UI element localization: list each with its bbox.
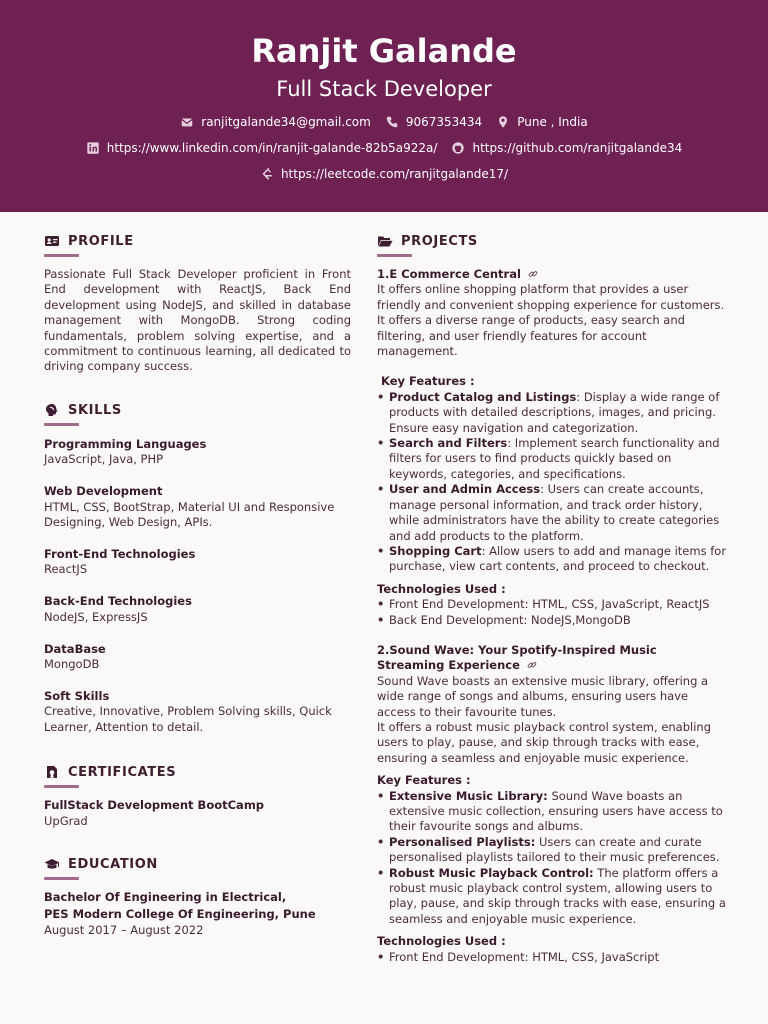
leetcode-link[interactable] xyxy=(260,166,508,182)
brain-icon xyxy=(44,402,60,418)
link-icon[interactable] xyxy=(528,269,538,279)
feature-separator: : xyxy=(507,436,515,451)
feature-separator: : xyxy=(540,482,548,497)
certificates-heading-rule xyxy=(44,785,79,788)
skill-group xyxy=(44,484,354,530)
project-description: It offers a diverse range of products, easy search and filtering, and user friendly features for account management. xyxy=(377,313,685,359)
education-dates: August 2017 – August 2022 xyxy=(44,923,204,937)
feature-name: Extensive Music Library: xyxy=(389,788,548,803)
resume-header xyxy=(0,0,768,212)
education-heading-text: EDUCATION xyxy=(68,856,158,872)
project-entry xyxy=(377,643,727,965)
technologies-label: Technologies Used : xyxy=(377,934,506,949)
skill-group-title: Back-End Technologies xyxy=(44,594,192,609)
education-heading-rule xyxy=(44,877,79,880)
feature-name: Robust Music Playback Control: xyxy=(389,865,594,880)
contact-row-2 xyxy=(0,140,768,156)
features-label: Key Features : xyxy=(377,773,471,788)
feature-text: Allow users to add and manage items for purchase, view cart contents, and proceed to checkout. xyxy=(389,543,727,574)
skill-group xyxy=(44,547,354,577)
contact-row-3 xyxy=(0,166,768,182)
feature-separator: : xyxy=(576,389,584,404)
certificates-heading-text: CERTIFICATES xyxy=(68,764,177,780)
feature-item xyxy=(377,390,727,436)
linkedin-link[interactable] xyxy=(86,140,438,156)
job-title: Full Stack Developer xyxy=(276,77,492,101)
skill-group xyxy=(44,594,354,624)
folder-open-icon xyxy=(377,233,393,249)
project-title: 1.E Commerce Central xyxy=(377,267,521,281)
github-url: https://github.com/ranjitgalande34 xyxy=(472,141,683,155)
education-degree: Bachelor Of Engineering in Electrical, xyxy=(44,890,287,904)
github-link[interactable] xyxy=(451,140,682,156)
certificate-title: FullStack Development BootCamp xyxy=(44,798,265,812)
projects-heading xyxy=(377,233,478,249)
project-description: It offers online shopping platform that provides a user friendly and convenient shopping experience for customers. xyxy=(377,282,725,312)
project-title: 2.Sound Wave: Your Spotify-Inspired Music Streaming Experience xyxy=(377,642,657,673)
skills-list xyxy=(44,437,354,749)
candidate-name: Ranjit Galande xyxy=(251,32,517,70)
feature-name: User and Admin Access xyxy=(389,482,541,497)
skill-group-title: DataBase xyxy=(44,641,106,656)
education-heading xyxy=(44,856,158,872)
linkedin-icon xyxy=(86,141,100,155)
phone-icon xyxy=(385,115,399,129)
projects-heading-rule xyxy=(377,254,412,257)
id-card-icon xyxy=(44,233,60,249)
projects-heading-text: PROJECTS xyxy=(401,233,478,249)
skill-group-title: Web Development xyxy=(44,484,163,499)
skill-group-value: HTML, CSS, BootStrap, Material UI and Responsive Designing, Web Design, APIs. xyxy=(44,499,335,529)
feature-name: Product Catalog and Listings xyxy=(389,389,577,404)
education-entry xyxy=(44,889,354,939)
skill-group-title: Soft Skills xyxy=(44,689,110,704)
skill-group xyxy=(44,642,354,672)
skills-heading-text: SKILLS xyxy=(68,402,122,418)
feature-text: Sound Wave boasts an extensive music collection, ensuring users have access to their favourite songs and albums. xyxy=(389,788,723,834)
feature-item xyxy=(377,866,727,928)
technologies-list xyxy=(377,950,727,965)
technology-item: • Front End Development: HTML, CSS, JavaScript, ReactJS xyxy=(377,597,727,612)
email-contact[interactable] xyxy=(180,114,371,130)
skill-group-title: Programming Languages xyxy=(44,437,207,451)
contact-row-1 xyxy=(0,114,768,130)
feature-name: Personalised Playlists: xyxy=(389,834,536,849)
project-description: Sound Wave boasts an extensive music library, offering a wide range of songs and albums, ensuring users have access to their favourite tunes. xyxy=(377,673,709,719)
feature-separator: : xyxy=(481,543,490,558)
skill-group-title: Front-End Technologies xyxy=(44,547,196,562)
project-title-row[interactable] xyxy=(377,267,727,282)
education-college: PES Modern College Of Engineering, Pune xyxy=(44,906,316,921)
leetcode-url: https://leetcode.com/ranjitgalande17/ xyxy=(280,167,509,181)
projects-list xyxy=(377,267,727,965)
feature-text: Users can create accounts, manage personal information, and track order history, while administrators have the ability to create categories and add products to the platform. xyxy=(389,482,720,543)
profile-heading xyxy=(44,233,134,249)
skill-group xyxy=(44,689,354,735)
feature-item xyxy=(377,835,727,866)
technology-item: • Back End Development: NodeJS,MongoDB xyxy=(377,613,727,628)
certificate-issuer: UpGrad xyxy=(44,814,88,828)
skill-group-value: NodeJS, ExpressJS xyxy=(44,609,148,624)
project-description: It offers a robust music playback control system, enabling users to play, pause, and skip through tracks with ease, ensuring a seamless and enjoyable music experience. xyxy=(377,719,712,765)
technology-item: • Front End Development: HTML, CSS, JavaScript xyxy=(377,950,727,965)
skill-group-value: Creative, Innovative, Problem Solving skills, Quick Learner, Attention to detail. xyxy=(44,704,332,734)
leetcode-icon xyxy=(260,167,274,181)
github-icon xyxy=(451,141,465,155)
project-title-row[interactable] xyxy=(377,643,727,674)
linkedin-url: https://www.linkedin.com/in/ranjit-galande-82b5a922a/ xyxy=(106,141,438,155)
link-icon[interactable] xyxy=(527,660,537,670)
feature-text: The platform offers a robust music playback control system, allowing users to play, pause, and skip through tracks with ease, ensuring a seamless and enjoyable music experience. xyxy=(389,865,726,926)
profile-summary: Passionate Full Stack Developer proficient in Front End development with ReactJS, Back End development using NodeJS, and skilled in database management with MongoDB. Strong coding fundamentals, problem solving expertise, and a commitment to continuous learning, all dedicated to driving company success. xyxy=(44,267,351,374)
graduation-cap-icon xyxy=(44,856,60,872)
features-list xyxy=(377,390,727,575)
skill-group-value: MongoDB xyxy=(44,657,100,672)
certificates-heading xyxy=(44,764,176,780)
feature-text: Implement search functionality and filters for users to find products quickly based on keywords, categories, and specifications. xyxy=(389,436,720,481)
skill-group xyxy=(44,437,354,467)
profile-heading-text: PROFILE xyxy=(68,233,134,249)
features-list xyxy=(377,789,727,928)
profile-heading-rule xyxy=(44,254,79,257)
project-entry xyxy=(377,267,727,628)
envelope-icon xyxy=(180,115,194,129)
technologies-list xyxy=(377,597,727,628)
feature-text: Users can create and curate personalised playlists tailored to their music preferences. xyxy=(389,834,720,865)
feature-item xyxy=(377,436,727,482)
location-pin-icon xyxy=(496,115,510,129)
location-text: Pune , India xyxy=(517,115,588,129)
technologies-label: Technologies Used : xyxy=(377,581,506,596)
features-label: Key Features : xyxy=(381,374,475,389)
skills-heading-rule xyxy=(44,423,79,426)
feature-text: Display a wide range of products with detailed descriptions, images, and pricing. Ensure easy navigation and categorization. xyxy=(389,389,720,435)
skill-group-value: JavaScript, Java, PHP xyxy=(44,452,164,467)
certificate-icon xyxy=(44,764,60,780)
feature-item xyxy=(377,789,727,835)
feature-item xyxy=(377,482,727,544)
skill-group-value: ReactJS xyxy=(44,562,88,577)
phone-contact[interactable] xyxy=(385,114,482,130)
feature-name: Shopping Cart xyxy=(389,543,482,558)
skills-heading xyxy=(44,402,122,418)
feature-item xyxy=(377,544,727,575)
certificate-entry xyxy=(44,797,354,829)
feature-name: Search and Filters xyxy=(389,436,508,451)
phone-text: 9067353434 xyxy=(405,115,483,129)
email-text: ranjitgalande34@gmail.com xyxy=(201,115,371,129)
location-contact xyxy=(496,114,588,130)
